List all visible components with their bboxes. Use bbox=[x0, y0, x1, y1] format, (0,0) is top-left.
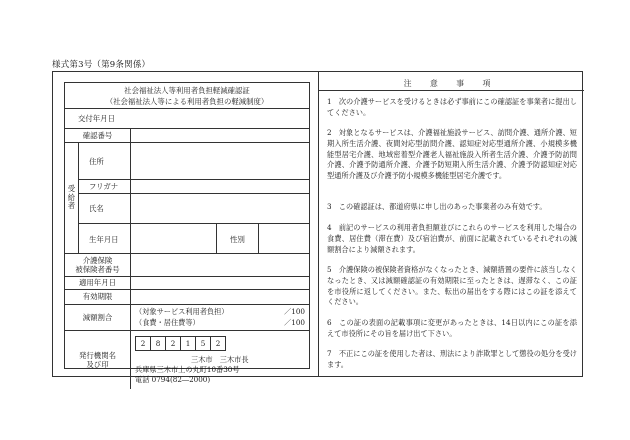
recipient-label-char: 受 bbox=[67, 184, 76, 194]
recipient-label-char: 者 bbox=[67, 201, 76, 211]
certificate-panel bbox=[53, 72, 318, 384]
issuer-code-digit: 2 bbox=[135, 336, 151, 351]
certificate-title bbox=[65, 83, 309, 109]
valid-period-value[interactable] bbox=[131, 290, 309, 304]
ratio-service-fee-denominator: ／100 bbox=[284, 307, 305, 316]
name-value[interactable] bbox=[131, 194, 309, 223]
issuer-row bbox=[65, 331, 309, 389]
issuer-label-line2: 及び印 bbox=[86, 360, 109, 369]
notes-title: 注 意 事 項 bbox=[403, 79, 499, 88]
form-number: 様式第3号（第9条関係） bbox=[52, 60, 151, 70]
recipient-group bbox=[65, 143, 309, 254]
ratio-food-housing-denominator: ／100 bbox=[284, 318, 305, 327]
issuer-address: 兵庫県三木市上の丸町10番30号 bbox=[135, 365, 240, 374]
insured-number-label-line2: 被保険者番号 bbox=[75, 265, 120, 274]
recipient-label-char: 給 bbox=[67, 192, 76, 202]
note-item-5: 5 介護保険の被保険者資格がなくなったとき、減額措置の要件に該当しなくなったとき、又は減額確認証の有効期限に至ったときは、遅滞なく、この証を市役所に返してください。また、転出の届出をする際にはこの証を添えてください。 bbox=[327, 265, 577, 307]
address-row bbox=[79, 143, 309, 180]
issuer-code-digit: 2 bbox=[210, 336, 226, 351]
name-row bbox=[79, 194, 309, 224]
birthdate-row bbox=[79, 224, 309, 254]
issuer-code-digit: 2 bbox=[165, 336, 181, 351]
confirmation-number-label: 確認番号 bbox=[65, 129, 131, 142]
ratio-service-fee bbox=[135, 307, 305, 317]
certificate-form-frame bbox=[52, 71, 583, 384]
issuer-code-digit: 1 bbox=[180, 336, 196, 351]
reduction-ratio-row bbox=[65, 305, 309, 331]
recipient-label bbox=[65, 143, 79, 253]
issuer-code-digit: 5 bbox=[195, 336, 211, 351]
issuer-label bbox=[65, 331, 131, 389]
birthdate-label: 生年月日 bbox=[79, 224, 131, 254]
issuer-phone: 電話 0794(82―2000) bbox=[135, 375, 211, 384]
column-divider bbox=[318, 72, 319, 376]
insured-number-label bbox=[65, 254, 131, 276]
applicable-date-value[interactable] bbox=[131, 277, 309, 289]
ratio-food-housing-label: （食費・居住費等） bbox=[135, 318, 200, 327]
furigana-value[interactable] bbox=[131, 180, 309, 193]
note-item-4: 4 前記のサービスの利用者負担額並びにこれらのサービスを利用した場合の食費、居住費（滞在費）及び宿泊費が、前面に記載されているそれぞれの減額割合により減額されます。 bbox=[327, 223, 577, 254]
confirmation-number-value[interactable] bbox=[131, 129, 309, 142]
confirmation-number-row bbox=[65, 129, 309, 143]
certificate-table bbox=[64, 82, 310, 384]
address-label: 住所 bbox=[79, 143, 131, 179]
issuer-city: 三木市 三木市長 bbox=[191, 355, 249, 364]
issuer-value bbox=[131, 331, 309, 389]
note-item-1: 1 次の介護サービスを受けるときは必ず事前にこの確認証を事業者に提出してください。 bbox=[327, 97, 577, 117]
valid-period-label: 有効期限 bbox=[65, 290, 131, 304]
issuer-label-line1: 発行機関名 bbox=[79, 350, 116, 360]
valid-period-row bbox=[65, 290, 309, 305]
ratio-service-fee-label: （対象サービス利用者負担） bbox=[135, 307, 229, 316]
ratio-food-housing bbox=[135, 318, 305, 328]
notes-title-rule bbox=[318, 90, 584, 91]
insured-number-label-line1: 介護保険 bbox=[82, 255, 113, 265]
furigana-row bbox=[79, 180, 309, 194]
note-item-7: 7 不正にこの証を使用した者は、刑法により詐欺罪として懲役の処分を受けます。 bbox=[327, 349, 577, 369]
address-value[interactable] bbox=[131, 143, 309, 179]
applicable-date-row bbox=[65, 277, 309, 290]
certificate-title-line1: 社会福祉法人等利用者負担軽減確認証 bbox=[124, 86, 250, 95]
issue-date-row bbox=[65, 109, 309, 129]
applicable-date-label: 適用年月日 bbox=[65, 277, 131, 289]
issuer-code-digit: 8 bbox=[150, 336, 166, 351]
certificate-title-line2: （社会福祉法人等による利用者負担の軽減制度） bbox=[105, 97, 269, 106]
name-label: 氏名 bbox=[79, 194, 131, 223]
note-item-3: 3 この確認証は、都道府県に申し出のあった事業者のみ有効です。 bbox=[327, 202, 547, 211]
furigana-label: フリガナ bbox=[79, 180, 131, 193]
reduction-ratio-label: 減額割合 bbox=[65, 305, 131, 330]
issuer-code-boxes bbox=[135, 336, 225, 351]
issue-date-label: 交付年月日 bbox=[78, 113, 115, 123]
reduction-ratio-value bbox=[131, 305, 309, 330]
note-item-2: 2 対象となるサービスは、介護福祉施設サービス、訪問介護、通所介護、短期入所生活介護、夜間対応型訪問介護、認知症対応型通所介護、小規模多機能型居宅介護、地域密着型介護老人福祉施設入所者生活介護、介護予防訪問介護、介護予防通所介護、介護予防短期入所生活介護、介護予防認知症対応型通所介護及び介護予防小規模多機能型居宅介護です。 bbox=[327, 128, 577, 181]
gender-label: 性別 bbox=[216, 224, 259, 254]
insured-number-value[interactable] bbox=[131, 254, 309, 276]
insured-number-row bbox=[65, 254, 309, 277]
note-item-6: 6 この証の表面の記載事項に変更があったときは、14日以内にこの証を添えて市役所にその旨を届け出て下さい。 bbox=[327, 318, 577, 338]
